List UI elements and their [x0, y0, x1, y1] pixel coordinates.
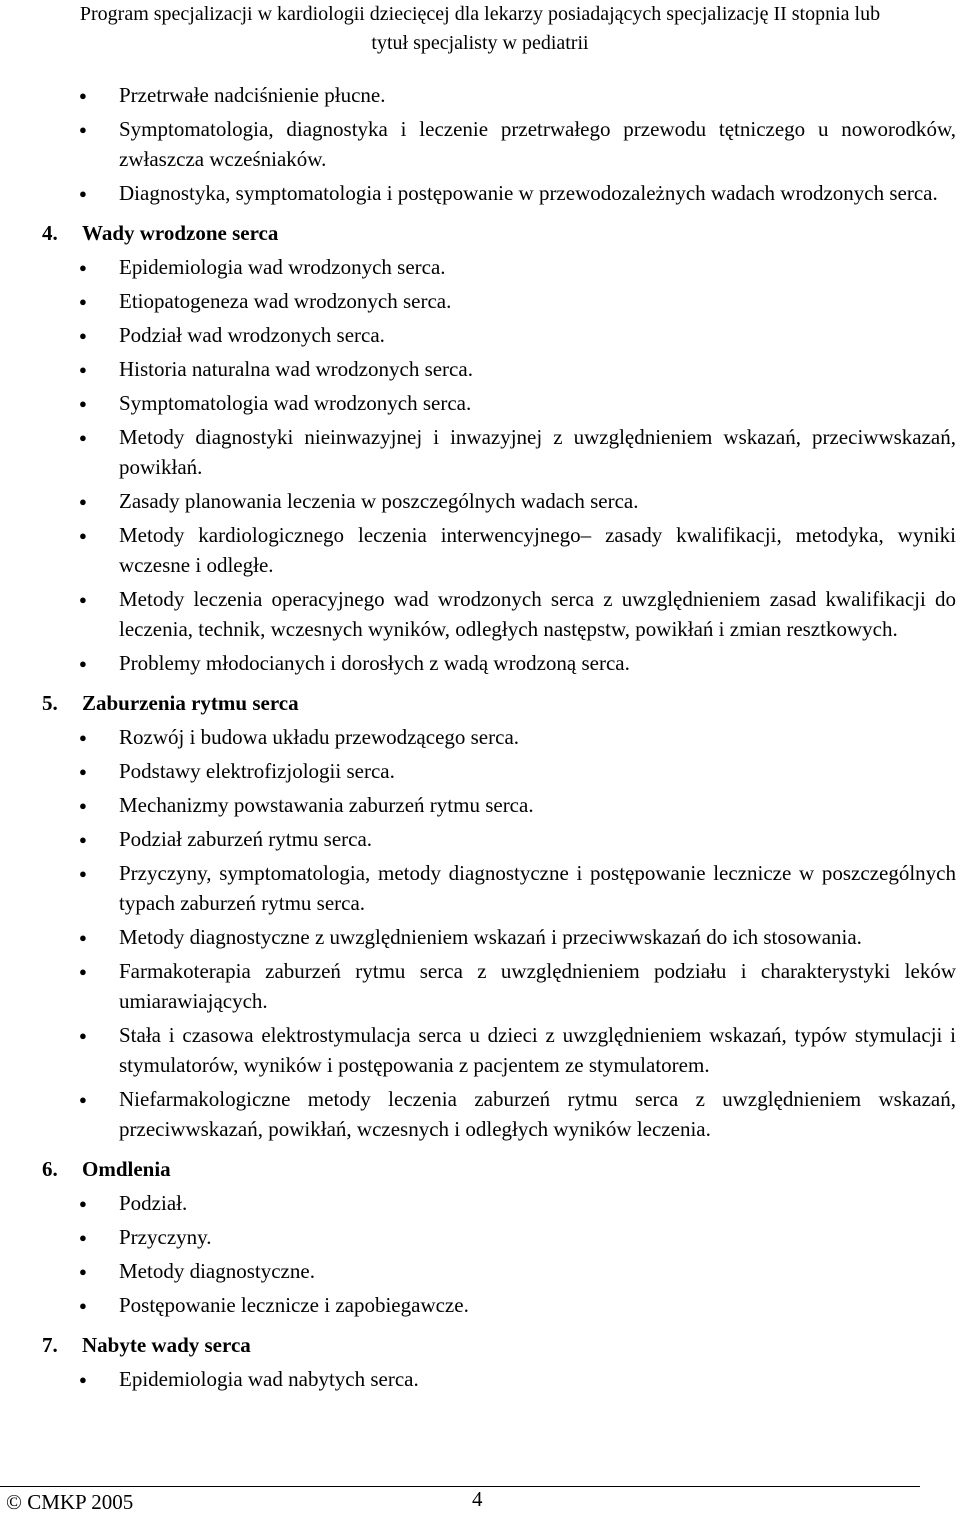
- list-item: ● Podział wad wrodzonych serca.: [0, 320, 960, 350]
- section-title: Zaburzenia rytmu serca: [82, 691, 299, 715]
- list-item: ● Przyczyny.: [0, 1222, 960, 1252]
- list-item: ● Postępowanie lecznicze i zapobiegawcze.: [0, 1290, 960, 1320]
- list-item: ● Stała i czasowa elektrostymulacja serca u dzieci z uwzględnieniem wskazań, typów stymulacji i stymulatorów, wyników i postępowania z pacjentem ze stymulatorem.: [0, 1020, 960, 1080]
- list-item: ● Zasady planowania leczenia w poszczególnych wadach serca.: [0, 486, 960, 516]
- list-item: ● Podstawy elektrofizjologii serca.: [0, 756, 960, 786]
- list-item: ● Podział.: [0, 1188, 960, 1218]
- header-title-line-2: tytuł specjalisty w pediatrii: [371, 32, 589, 54]
- list-item: ● Przetrwałe nadciśnienie płucne.: [0, 80, 960, 110]
- list-item: ● Metody diagnostyki nieinwazyjnej i inwazyjnej z uwzględnieniem wskazań, przeciwwskazań, powikłań.: [0, 422, 960, 482]
- section-number: 5.: [42, 691, 58, 715]
- footer-copyright: © CMKP 2005: [6, 1490, 134, 1514]
- list-item: ● Metody diagnostyczne z uwzględnieniem wskazań i przeciwwskazań do ich stosowania.: [0, 922, 960, 952]
- page-number: 4: [472, 1487, 483, 1511]
- intro-list: [0, 80, 960, 208]
- list-item: ● Metody diagnostyczne.: [0, 1256, 960, 1286]
- section-heading: [0, 1154, 960, 1184]
- list-item: ● Diagnostyka, symptomatologia i postępowanie w przewodozależnych wadach wrodzonych serca.: [0, 178, 960, 208]
- section-title: Omdlenia: [82, 1157, 171, 1181]
- list-item: ● Niefarmakologiczne metody leczenia zaburzeń rytmu serca z uwzględnieniem wskazań, przeciwwskazań, powikłań, wczesnych i odległych wyników leczenia.: [0, 1084, 960, 1144]
- section-number: 7.: [42, 1333, 58, 1357]
- list-item: ● Mechanizmy powstawania zaburzeń rytmu serca.: [0, 790, 960, 820]
- sections-container: [0, 208, 960, 1394]
- section-title: Nabyte wady serca: [82, 1333, 251, 1357]
- document-body: [0, 80, 960, 1394]
- section-title: Wady wrodzone serca: [82, 221, 279, 245]
- footer-divider: [0, 1486, 920, 1487]
- list-item: ● Rozwój i budowa układu przewodzącego serca.: [0, 722, 960, 752]
- section-number: 4.: [42, 221, 58, 245]
- page-header: [0, 0, 960, 58]
- list-item: ● Historia naturalna wad wrodzonych serca.: [0, 354, 960, 384]
- list-item: ● Symptomatologia wad wrodzonych serca.: [0, 388, 960, 418]
- list-item: ● Podział zaburzeń rytmu serca.: [0, 824, 960, 854]
- list-item: ● Etiopatogeneza wad wrodzonych serca.: [0, 286, 960, 316]
- list-item: ● Przyczyny, symptomatologia, metody diagnostyczne i postępowanie lecznicze w poszczególnych typach zaburzeń rytmu serca.: [0, 858, 960, 918]
- list-item: ● Epidemiologia wad nabytych serca.: [0, 1364, 960, 1394]
- list-item: ● Problemy młodocianych i dorosłych z wadą wrodzoną serca.: [0, 648, 960, 678]
- section-number: 6.: [42, 1157, 58, 1181]
- section-heading: [0, 218, 960, 248]
- section-heading: [0, 688, 960, 718]
- header-title-line-1: Program specjalizacji w kardiologii dziecięcej dla lekarzy posiadających specjalizację II stopnia lub: [79, 3, 881, 25]
- section-heading: [0, 1330, 960, 1360]
- list-item: ● Farmakoterapia zaburzeń rytmu serca z uwzględnieniem podziału i charakterystyki leków umiarawiających.: [0, 956, 960, 1016]
- list-item: ● Epidemiologia wad wrodzonych serca.: [0, 252, 960, 282]
- list-item: ● Symptomatologia, diagnostyka i leczenie przetrwałego przewodu tętniczego u noworodków, zwłaszcza wcześniaków.: [0, 114, 960, 174]
- list-item: ● Metody leczenia operacyjnego wad wrodzonych serca z uwzględnieniem zasad kwalifikacji do leczenia, technik, wczesnych wyników, odległych następstw, powikłań i zmian resztkowych.: [0, 584, 960, 644]
- list-item: ● Metody kardiologicznego leczenia interwencyjnego– zasady kwalifikacji, metodyka, wyniki wczesne i odległe.: [0, 520, 960, 580]
